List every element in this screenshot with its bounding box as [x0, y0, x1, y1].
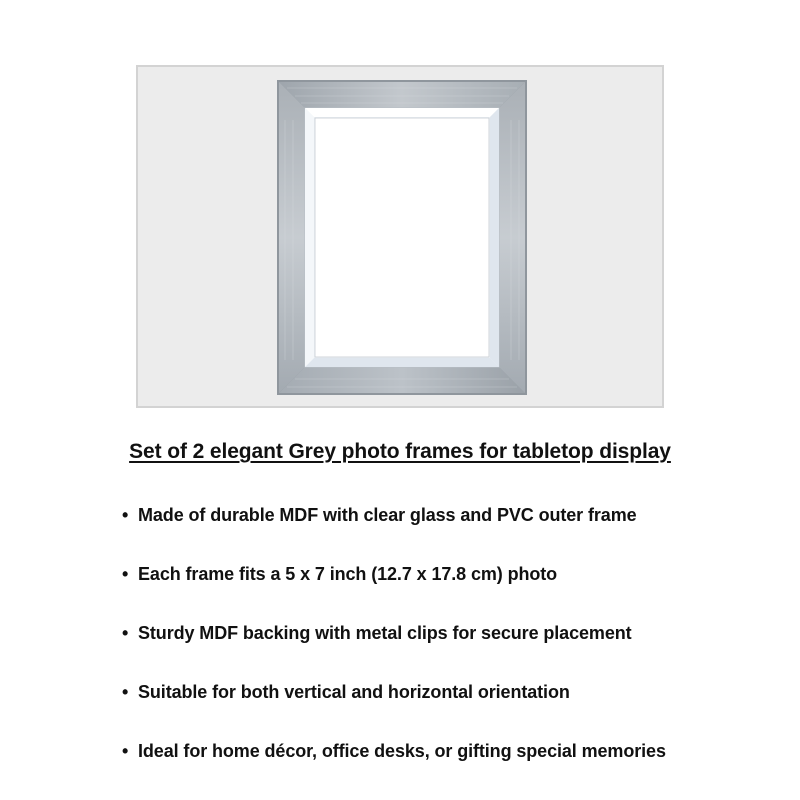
- feature-text: Suitable for both vertical and horizontal orientation: [138, 682, 570, 702]
- frame-left-rail: [279, 82, 305, 393]
- frame-inner-lip-top: [305, 108, 499, 117]
- frame-inner-lip-bottom: [305, 358, 499, 367]
- feature-list: [122, 505, 666, 800]
- product-image-panel: [136, 65, 664, 408]
- feature-item-material: [122, 505, 666, 564]
- feature-text: Each frame fits a 5 x 7 inch (12.7 x 17.8 cm) photo: [138, 564, 558, 584]
- feature-item-size: [122, 564, 666, 623]
- bullet-icon: •: [122, 682, 129, 702]
- feature-item-backing: [122, 623, 666, 682]
- frame-right-rail: [499, 82, 525, 393]
- feature-text: Sturdy MDF backing with metal clips for secure placement: [138, 623, 632, 643]
- bullet-icon: •: [122, 564, 129, 584]
- bullet-icon: •: [122, 623, 129, 643]
- product-headline: Set of 2 elegant Grey photo frames for tabletop display: [129, 440, 671, 463]
- feature-item-orientation: [122, 682, 666, 741]
- frame-inner-lip-left: [305, 108, 314, 367]
- frame-glass-area: [315, 118, 489, 357]
- bullet-icon: •: [122, 741, 129, 761]
- feature-text: Made of durable MDF with clear glass and PVC outer frame: [138, 505, 637, 525]
- feature-text: Ideal for home décor, office desks, or gifting special memories: [138, 741, 666, 761]
- grey-photo-frame-image: [277, 80, 527, 395]
- frame-bottom-rail: [279, 367, 525, 393]
- bullet-icon: •: [122, 505, 129, 525]
- feature-item-uses: [122, 741, 666, 800]
- frame-top-rail: [279, 82, 525, 108]
- frame-inner-lip-right: [490, 108, 499, 367]
